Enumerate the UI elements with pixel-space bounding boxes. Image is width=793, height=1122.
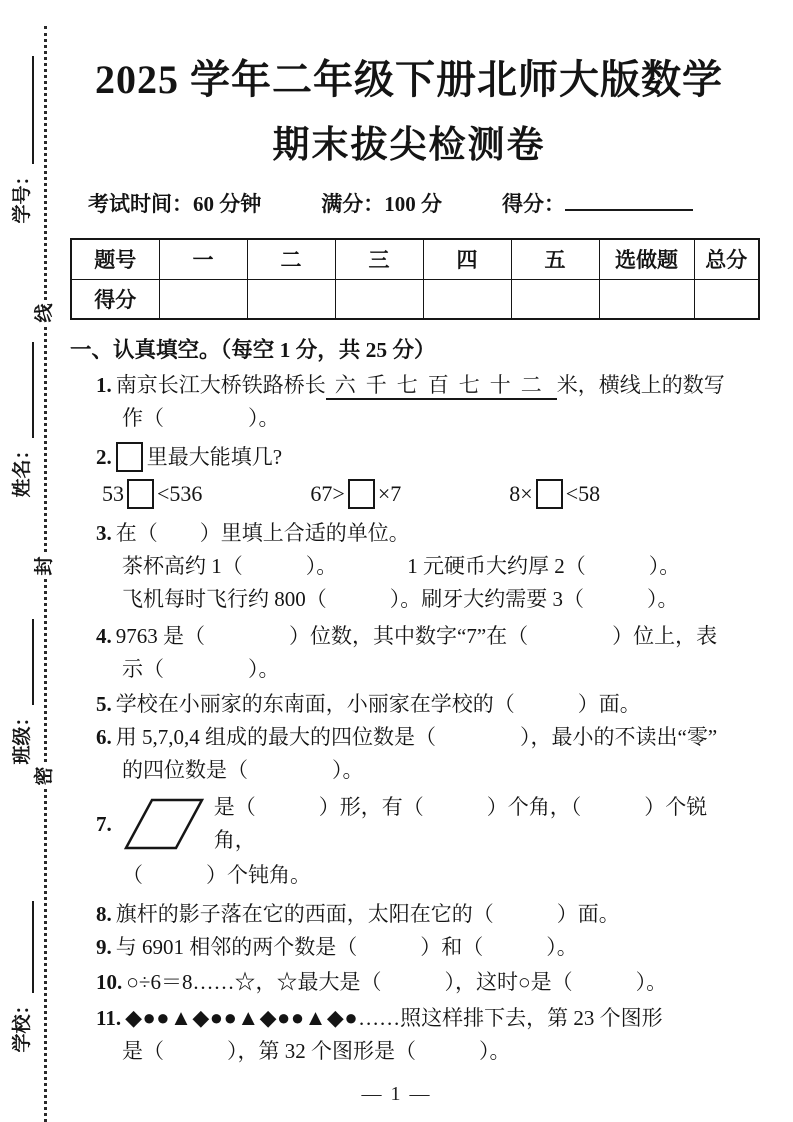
question-9-text: 与 6901 相邻的两个数是（ ）和（ ）。 [115, 935, 578, 959]
question-3-number: 3. [96, 521, 112, 545]
question-3-line2: 飞机每时飞行约 800（ ）。刷牙大约需要 3（ ）。 [122, 587, 679, 611]
question-5 [70, 688, 748, 721]
question-9 [70, 931, 748, 964]
question-7-text: 是（ ）形，有（ ）个角，（ ）个锐角， [213, 795, 708, 852]
header-cell-4: 四 [423, 239, 511, 279]
question-11 [70, 1001, 748, 1035]
question-11-number: 11. [96, 1006, 122, 1030]
header-cell-3: 三 [335, 239, 423, 279]
exam-info-row [70, 190, 748, 218]
exam-content [70, 36, 748, 1068]
question-4 [70, 620, 748, 653]
expression-3 [509, 476, 600, 512]
question-4-text: 9763 是（ ）位数，其中数字“7”在（ ）位上，表 [115, 624, 718, 648]
score-cell [247, 279, 335, 319]
school-blank-line [18, 902, 34, 994]
question-1-number: 1. [96, 373, 112, 397]
score-cell [599, 279, 694, 319]
header-cell-optional: 选做题 [599, 239, 694, 279]
answer-box-icon [127, 479, 154, 509]
score-cell [694, 279, 759, 319]
score-field [502, 190, 693, 218]
student-id-label: 学号： [12, 166, 33, 224]
question-6-number: 6. [96, 725, 112, 749]
question-7-number: 7. [96, 811, 112, 836]
question-5-text: 学校在小丽家的东南面，小丽家在学校的（ ）面。 [115, 692, 641, 716]
question-11-line2: 是（ ），第 32 个图形是（ ）。 [122, 1039, 511, 1063]
student-id-blank-line [18, 57, 34, 165]
question-10-text: ○÷6＝8……☆，☆最大是（ ），这时○是（ ）。 [126, 970, 668, 994]
answer-box-icon [348, 479, 375, 509]
question-6 [70, 721, 748, 754]
question-1-line2: 作（ ）。 [122, 406, 280, 430]
score-cell [511, 279, 599, 319]
score-cell [423, 279, 511, 319]
question-2-number: 2. [96, 445, 112, 469]
score-cell [335, 279, 423, 319]
class-label: 班级： [12, 707, 33, 765]
question-3-text: 在（ ）里填上合适的单位。 [115, 521, 410, 545]
question-3-item-coin: 1 元硬币大约厚 2（ ）。 [407, 554, 681, 578]
question-9-number: 9. [96, 935, 112, 959]
exam-time-label: 考试时间：60 分钟 [88, 192, 262, 216]
exam-title-line1: 2025 学年二年级下册北师大版数学 [95, 57, 723, 102]
expression-3-post: <58 [565, 481, 601, 506]
question-2-expressions [70, 476, 748, 512]
question-1-text-post: 米，横线上的数写 [556, 373, 725, 397]
shape-pattern-sequence: ◆●●▲◆●●▲◆●●▲◆● [125, 1005, 359, 1030]
header-cell-2: 二 [247, 239, 335, 279]
question-10 [70, 966, 748, 999]
question-1-underlined-number: 六千七百七十二 [326, 373, 557, 400]
question-2 [70, 441, 748, 474]
question-6-line2: 的四位数是（ ）。 [122, 758, 364, 782]
question-4-line2: 示（ ）。 [122, 657, 280, 681]
header-cell-1: 一 [159, 239, 247, 279]
school-label: 学校： [12, 995, 33, 1053]
name-label: 姓名： [12, 440, 33, 498]
expression-2 [310, 476, 401, 512]
question-5-number: 5. [96, 692, 112, 716]
expression-2-post: ×7 [377, 481, 402, 506]
parallelogram-icon [120, 795, 208, 853]
question-8-number: 8. [96, 902, 112, 926]
page-number: — 1 — [361, 1083, 432, 1105]
score-table-header-row [71, 239, 759, 279]
exam-title-line2: 期末拔尖检测卷 [272, 125, 546, 166]
section1-title: 一、认真填空。 [70, 338, 221, 362]
header-cell-5: 五 [511, 239, 599, 279]
full-score-label: 满分：100 分 [321, 192, 442, 216]
seal-char-feng: 封 [32, 553, 58, 579]
class-field [10, 606, 34, 778]
question-2-prompt: 里最大能填几? [146, 445, 283, 469]
score-table-score-row [71, 279, 759, 319]
answer-box-icon [536, 479, 563, 509]
student-id-field [10, 35, 34, 245]
question-8 [70, 898, 748, 931]
question-8-text: 旗杆的影子落在它的西面，太阳在它的（ ）面。 [115, 902, 620, 926]
header-cell-total: 总分 [694, 239, 759, 279]
section1-heading [70, 335, 748, 365]
expression-1-pre: 53 [102, 481, 124, 506]
seal-char-line: 线 [32, 300, 58, 326]
score-cell [159, 279, 247, 319]
school-field [10, 886, 34, 1068]
question-3-line1 [70, 550, 748, 583]
question-6-text: 用 5,7,0,4 组成的最大的四位数是（ ），最小的不读出“零” [115, 725, 718, 749]
section1-note: （每空 1 分，共 25 分） [220, 338, 436, 362]
seal-char-mi: 密 [32, 763, 58, 789]
question-1 [70, 369, 748, 402]
class-blank-line [18, 620, 34, 706]
question-7 [70, 793, 748, 855]
expression-3-pre: 8× [509, 481, 533, 506]
question-10-number: 10. [96, 970, 123, 994]
name-field [10, 325, 34, 515]
score-row-label: 得分 [71, 279, 159, 319]
expression-1-post: <536 [157, 481, 203, 506]
question-11-text: ……照这样排下去，第 23 个图形 [358, 1006, 663, 1030]
question-4-number: 4. [96, 624, 112, 648]
question-3 [70, 517, 748, 550]
expression-2-pre: 67> [310, 481, 345, 506]
header-cell-question-no: 题号 [71, 239, 159, 279]
score-blank-line [565, 191, 693, 211]
answer-box-icon [116, 442, 143, 472]
expression-1 [102, 476, 202, 512]
question-1-text-pre: 南京长江大桥铁路桥长 [115, 373, 326, 397]
score-table [70, 238, 760, 320]
question-7-line2: （ ）个钝角。 [122, 863, 311, 887]
question-3-item-cup: 茶杯高约 1（ ）。 [122, 554, 338, 578]
name-blank-line [18, 343, 34, 439]
score-label: 得分： [502, 192, 565, 216]
